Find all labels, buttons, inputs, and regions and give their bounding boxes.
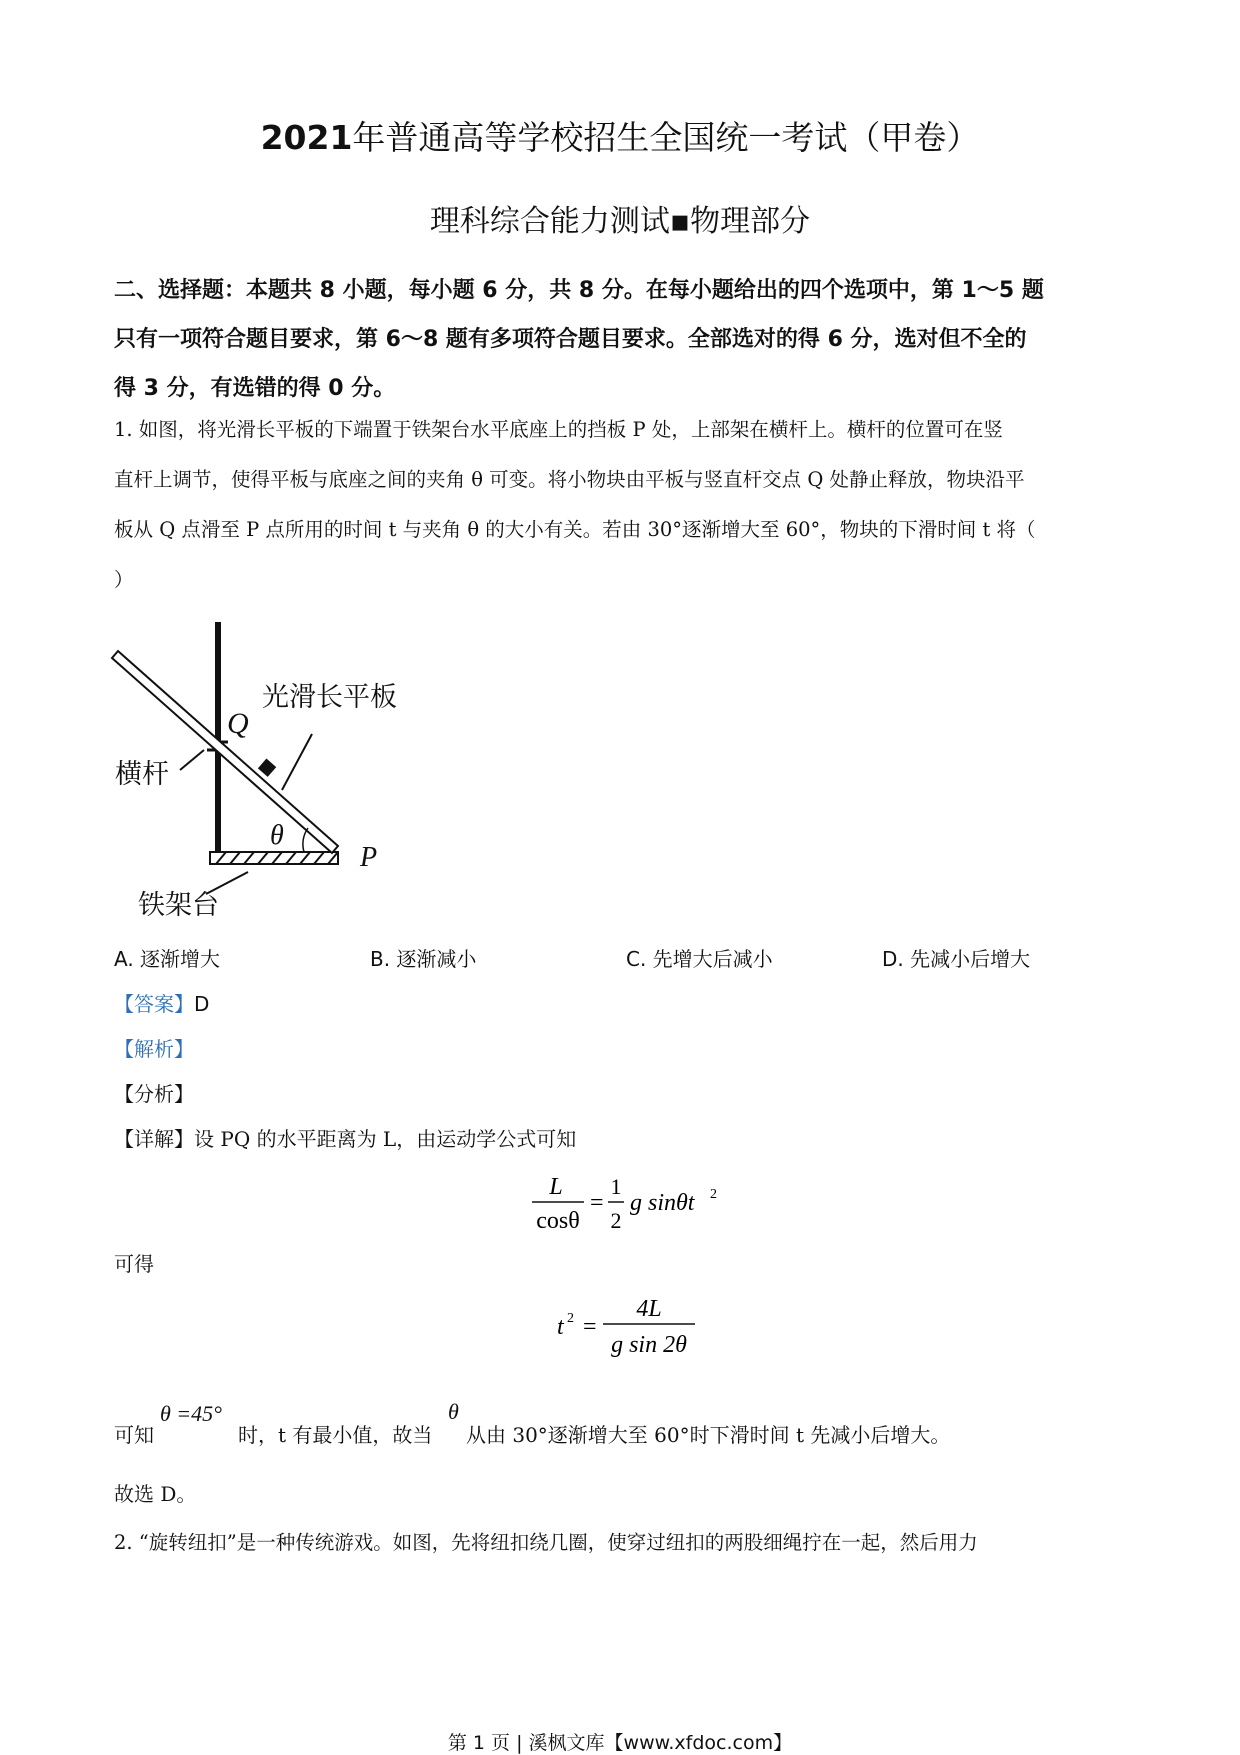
detail-line	[114, 1123, 576, 1152]
section-line: 只有一项符合题目要求，第 6～8 题有多项符合题目要求。全部选对的得 6 分，选对但不全的	[114, 327, 1027, 352]
fenxi-tag: 【分析】	[114, 1082, 194, 1106]
detail-tag: 【详解】	[114, 1127, 194, 1151]
conclusion-condition: θ =45°	[160, 1401, 222, 1426]
exam-title	[0, 112, 1240, 159]
conclusion-line	[114, 1399, 1124, 1455]
apparatus-figure	[110, 618, 430, 923]
answer-line	[114, 988, 209, 1017]
answer-tag: 【答案】	[114, 992, 194, 1016]
label-plate: 光滑长平板	[262, 682, 397, 713]
formula1-rhs: g sinθt	[630, 1190, 695, 1216]
formula1-exp: 2	[710, 1187, 717, 1202]
formula1-eq: =	[590, 1190, 604, 1216]
answer-value: D	[194, 992, 210, 1016]
formula1-half-den: 2	[610, 1208, 622, 1233]
label-Q: Q	[227, 707, 249, 740]
question-line: 1. 如图，将光滑长平板的下端置于铁架台水平底座上的挡板 P 处，上部架在横杆上。横杆的位置可在竖	[114, 418, 1003, 441]
label-stand: 铁架台	[138, 890, 219, 921]
formula2-eq: =	[583, 1314, 597, 1340]
formula1-num: L	[549, 1174, 563, 1200]
question-line: 2. “旋转纽扣”是一种传统游戏。如图，先将纽扣绕几圈，使穿过纽扣的两股细绳拧在一起，然后用力	[114, 1531, 978, 1554]
formula2-exp: 2	[567, 1311, 574, 1326]
conclusion-mid: 时，t 有最小值，故当	[238, 1423, 433, 1447]
section-line: 得 3 分，有选错的得 0 分。	[114, 376, 396, 401]
small-block	[258, 759, 276, 777]
option-c: C. 先增大后减小	[626, 947, 773, 971]
kede-line: 可得	[114, 1252, 154, 1276]
conclusion-rest: 从由 30°逐渐增大至 60°时下滑时间 t 先减小后增大。	[466, 1423, 951, 1447]
conclusion-prefix: 可知	[114, 1423, 154, 1447]
option-a: A. 逐渐增大	[114, 947, 221, 971]
section-line: 二、选择题：本题共 8 小题，每小题 6 分，共 8 分。在每小题给出的四个选项中，第 1～5 题	[114, 278, 1044, 303]
formula2-den: g sin 2θ	[611, 1332, 687, 1358]
formula-1	[530, 1168, 730, 1238]
detail-text: 设 PQ 的水平距离为 L，由运动学公式可知	[194, 1127, 577, 1151]
exam-year: 2021	[260, 118, 353, 157]
analysis-tag: 【解析】	[114, 1037, 194, 1061]
plate-leader-line	[282, 734, 312, 790]
formula2-lhs: t	[557, 1314, 564, 1340]
question-1	[114, 405, 1124, 605]
option-d: D. 先减小后增大	[882, 947, 1031, 971]
exam-subtitle: 理科综合能力测试▪物理部分	[429, 204, 811, 239]
choose-line: 故选 D。	[114, 1482, 197, 1506]
bar-leader-line	[180, 750, 204, 770]
exam-title-text: 年普通高等学校招生全国统一考试（甲卷）	[352, 118, 980, 157]
formula1-half-num: 1	[610, 1174, 622, 1199]
label-bar: 横杆	[115, 759, 169, 790]
section-instructions	[114, 266, 1124, 413]
formula1-den: cosθ	[536, 1208, 580, 1234]
formula-2	[555, 1290, 715, 1362]
question-line: 直杆上调节，使得平板与底座之间的夹角 θ 可变。将小物块由平板与竖直杆交点 Q 处静止释放，物块沿平	[114, 468, 1025, 491]
question-line: 板从 Q 点滑至 P 点所用的时间 t 与夹角 θ 的大小有关。若由 30°逐渐增大至 60°，物块的下滑时间 t 将（	[114, 518, 1036, 541]
page-footer: 第 1 页 | 溪枫文库【www.xfdoc.com】	[447, 1732, 793, 1754]
option-b: B. 逐渐减小	[370, 947, 477, 971]
formula2-num: 4L	[636, 1296, 662, 1322]
label-theta: θ	[270, 820, 284, 851]
question-2	[114, 1518, 1124, 1568]
label-P: P	[360, 842, 378, 873]
conclusion-theta: θ	[448, 1399, 459, 1424]
question-line: ）	[114, 568, 134, 591]
